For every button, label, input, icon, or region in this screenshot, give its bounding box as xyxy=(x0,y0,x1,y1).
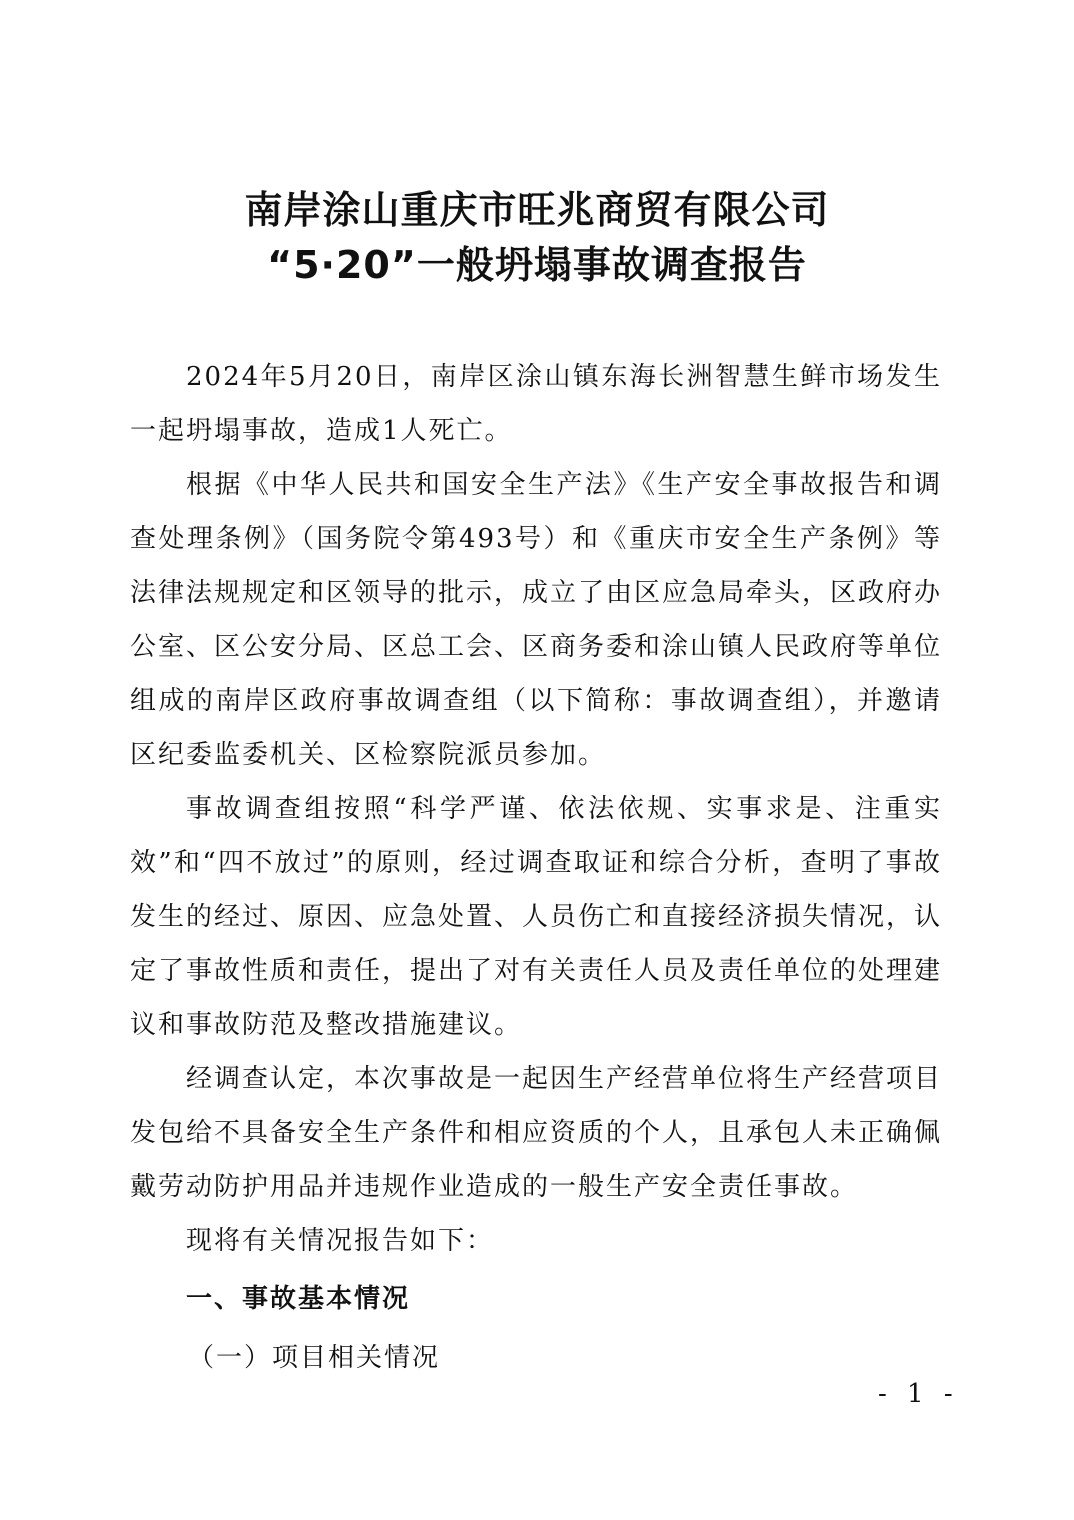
paragraph-legal-basis: 根据《中华人民共和国安全生产法》《生产安全事故报告和调查处理条例》（国务院令第493号）和《重庆市安全生产条例》等法律法规规定和区领导的批示，成立了由区应急局牵头，区政府办公室、区公安分局、区总工会、区商务委和涂山镇人民政府等单位组成的南岸区政府事故调查组（以下简称：事故调查组），并邀请区纪委监委机关、区检察院派员参加。 xyxy=(130,470,943,770)
section-heading: 一、事故基本情况 xyxy=(186,1284,411,1314)
paragraph-investigation-principles: 事故调查组按照“科学严谨、依法依规、实事求是、注重实效”和“四不放过”的原则，经过调查取证和综合分析，查明了事故发生的经过、原因、应急处置、人员伤亡和直接经济损失情况，认定了事故性质和责任，提出了对有关责任人员及责任单位的处理建议和事故防范及整改措施建议。 xyxy=(130,794,943,1040)
paragraph-conclusion: 经调查认定，本次事故是一起因生产经营单位将生产经营项目发包给不具备安全生产条件和相应资质的个人，且承包人未正确佩戴劳动防护用品并违规作业造成的一般生产安全责任事故。 xyxy=(130,1064,943,1202)
report-title-line-1: 南岸涂山重庆市旺兆商贸有限公司 xyxy=(244,188,830,232)
paragraph-report-intro: 现将有关情况报告如下： xyxy=(186,1226,495,1256)
paragraph-incident-summary: 2024年5月20日，南岸区涂山镇东海长洲智慧生鲜市场发生一起坍塌事故，造成1人死亡。 xyxy=(130,362,942,446)
subsection-heading: （一）项目相关情况 xyxy=(188,1343,441,1373)
report-title-line-2: “5·20”一般坍塌事故调查报告 xyxy=(267,243,807,287)
page-number: - 1 - xyxy=(878,1379,959,1409)
report-body xyxy=(130,350,942,1386)
